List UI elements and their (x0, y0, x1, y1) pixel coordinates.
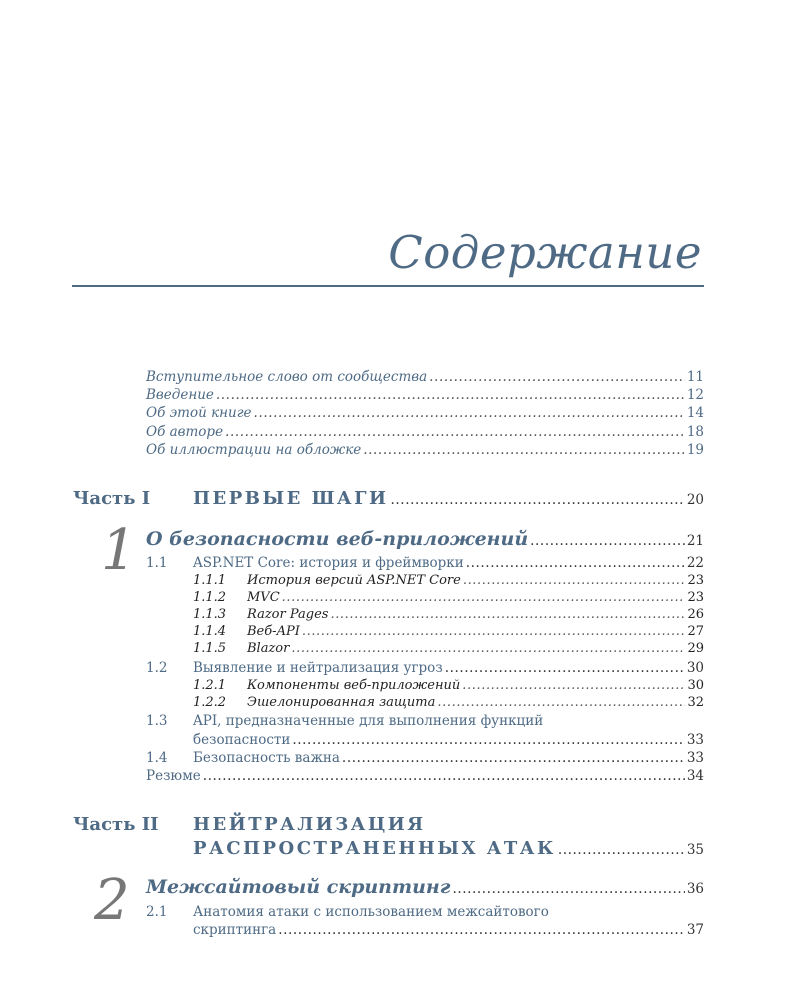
toc-subsection-1-1-4[interactable] (193, 624, 704, 639)
leader-dots (437, 695, 685, 710)
leader-dots (302, 624, 686, 639)
leader-dots (452, 881, 684, 897)
title-divider (72, 285, 704, 287)
section-title: Безопасность важна (193, 750, 340, 766)
part-label: Часть I (73, 488, 151, 509)
toc-page-number: 34 (686, 768, 704, 784)
toc-part-1[interactable] (193, 488, 704, 509)
leader-dots (342, 750, 685, 766)
toc-subsection-1-1-3[interactable] (193, 607, 704, 622)
subsection-number: 1.1.3 (193, 607, 227, 622)
leader-dots (254, 405, 685, 421)
toc-page-number: 21 (686, 533, 704, 549)
section-title: Резюме (146, 768, 201, 784)
toc-page-number: 27 (687, 624, 704, 639)
toc-section-2-1[interactable] (146, 904, 549, 920)
toc-entry-title: Об иллюстрации на обложке (146, 442, 362, 458)
section-number: 1.2 (146, 660, 168, 676)
part-label: Часть II (73, 814, 159, 835)
subsection-title: Blazor (247, 641, 290, 656)
toc-subsection-1-2-1[interactable] (193, 678, 704, 693)
toc-page-number: 26 (687, 607, 704, 622)
subsection-title: История версий ASP.NET Core (247, 573, 461, 588)
leader-dots (463, 573, 686, 588)
leader-dots (429, 369, 685, 385)
toc-page-number: 33 (686, 750, 704, 766)
toc-subsection-1-2-2[interactable] (193, 695, 704, 710)
toc-page-number: 32 (687, 695, 704, 710)
section-number: 1.3 (146, 713, 168, 729)
leader-dots (558, 842, 685, 858)
toc-entry-introduction[interactable] (146, 387, 704, 403)
toc-summary[interactable] (146, 768, 704, 784)
toc-page-number: 30 (687, 678, 704, 693)
subsection-title: Эшелонированная защита (247, 695, 436, 710)
toc-chapter-2[interactable] (146, 876, 704, 898)
subsection-title: Веб-API (247, 624, 300, 639)
subsection-number: 1.2.1 (193, 678, 227, 693)
leader-dots (462, 678, 685, 693)
section-number: 1.1 (146, 555, 168, 571)
toc-entry-foreword[interactable] (146, 369, 704, 385)
leader-dots (530, 533, 685, 549)
toc-entry-cover-illustration[interactable] (146, 442, 704, 458)
leader-dots (291, 641, 685, 656)
toc-page-number: 12 (686, 387, 704, 403)
subsection-number: 1.2.2 (193, 695, 227, 710)
toc-page-number: 23 (687, 590, 704, 605)
chapter-title: Межсайтовый скриптинг (146, 876, 451, 898)
subsection-title: Razor Pages (247, 607, 329, 622)
subsection-title: MVC (247, 590, 280, 605)
subsection-number: 1.1.4 (193, 624, 227, 639)
toc-chapter-1[interactable] (146, 528, 704, 550)
toc-section-1-3[interactable] (146, 713, 543, 729)
section-title-line2: скриптинга (193, 922, 277, 938)
leader-dots (282, 590, 686, 605)
section-title: Выявление и нейтрализация угроз (193, 660, 443, 676)
toc-section-1-1[interactable] (146, 555, 704, 571)
toc-entry-about-book[interactable] (146, 405, 704, 421)
toc-entry-about-author[interactable] (146, 424, 704, 440)
leader-dots (225, 424, 685, 440)
chapter-number: 1 (101, 518, 137, 583)
subsection-number: 1.1.2 (193, 590, 227, 605)
toc-page-number: 30 (686, 660, 704, 676)
section-title-line1: API, предназначенные для выполнения функций (193, 713, 544, 729)
leader-dots (216, 387, 685, 403)
section-number: 2.1 (146, 904, 168, 920)
chapter-title: О безопасности веб-приложений (146, 528, 529, 550)
section-title-line1: Анатомия атаки с использованием межсайтового (193, 904, 549, 920)
toc-entry-title: Об авторе (146, 424, 224, 440)
page-title: Содержание (388, 226, 702, 279)
toc-page-number: 22 (686, 555, 704, 571)
toc-section-2-1-continued[interactable] (193, 922, 704, 938)
toc-entry-title: Вступительное слово от сообщества (146, 369, 428, 385)
toc-page-number: 18 (686, 424, 704, 440)
toc-subsection-1-1-1[interactable] (193, 573, 704, 588)
leader-dots (292, 732, 684, 748)
toc-section-1-2[interactable] (146, 660, 704, 676)
toc-page-number: 36 (686, 881, 704, 897)
toc-subsection-1-1-5[interactable] (193, 641, 704, 656)
toc-page-number: 19 (686, 442, 704, 458)
subsection-title: Компоненты веб-приложений (247, 678, 461, 693)
toc-page-number: 20 (686, 492, 704, 508)
leader-dots (466, 555, 685, 571)
subsection-number: 1.1.5 (193, 641, 227, 656)
section-title: ASP.NET Core: история и фреймворки (193, 555, 464, 571)
leader-dots (278, 922, 685, 938)
part-title: ПЕРВЫЕ ШАГИ (193, 488, 389, 509)
toc-subsection-1-1-2[interactable] (193, 590, 704, 605)
toc-page-number: 35 (686, 842, 704, 858)
leader-dots (445, 660, 685, 676)
leader-dots (330, 607, 685, 622)
toc-page-number: 37 (686, 922, 704, 938)
section-number: 1.4 (146, 750, 168, 766)
toc-page-number: 33 (686, 732, 704, 748)
toc-page-number: 11 (686, 369, 704, 385)
toc-section-1-4[interactable] (146, 750, 704, 766)
leader-dots (203, 768, 685, 784)
toc-page-number: 23 (687, 573, 704, 588)
toc-page-number: 29 (687, 641, 704, 656)
part-title-line1: НЕЙТРАЛИЗАЦИЯ (193, 814, 426, 835)
leader-dots (391, 492, 685, 508)
toc-page-number: 14 (686, 405, 704, 421)
toc-part-2[interactable] (193, 838, 704, 859)
leader-dots (363, 442, 685, 458)
toc-entry-title: Об этой книге (146, 405, 252, 421)
subsection-number: 1.1.1 (193, 573, 227, 588)
chapter-number: 2 (94, 868, 130, 933)
toc-entry-title: Введение (146, 387, 214, 403)
toc-section-1-3-continued[interactable] (193, 732, 704, 748)
section-title-line2: безопасности (193, 732, 291, 748)
part-title-line2: РАСПРОСТРАНЕННЫХ АТАК (193, 838, 556, 859)
